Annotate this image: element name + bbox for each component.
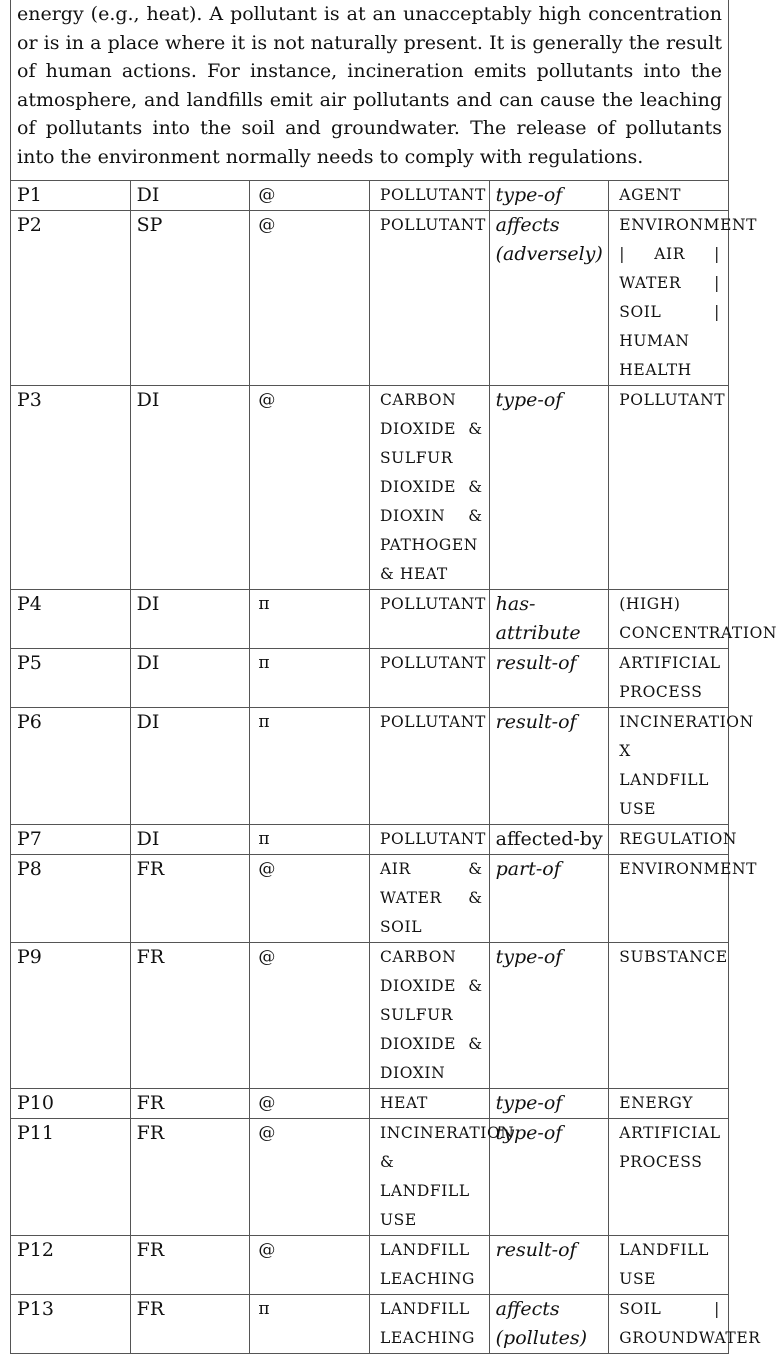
- proposition-subject: INCINERATION & LANDFILL USE: [369, 1118, 489, 1235]
- proposition-type: DI: [130, 824, 250, 854]
- proposition-type: DI: [130, 589, 250, 648]
- proposition-object: REGULATION: [609, 824, 729, 854]
- proposition-object: (HIGH) CONCENTRATION: [609, 589, 729, 648]
- table-row: [11, 854, 729, 942]
- proposition-operator: π: [250, 824, 370, 854]
- proposition-operator: @: [250, 854, 370, 942]
- proposition-object: SOIL | GROUNDWATER: [609, 1294, 729, 1353]
- proposition-relation: type-of: [489, 385, 609, 589]
- proposition-type: DI: [130, 707, 250, 824]
- proposition-id: P5: [11, 648, 131, 707]
- proposition-type: DI: [130, 385, 250, 589]
- proposition-id: P11: [11, 1118, 131, 1235]
- table-row: [11, 707, 729, 824]
- proposition-object: ENVIRONMENT: [609, 854, 729, 942]
- proposition-id: P13: [11, 1294, 131, 1353]
- proposition-relation: result-of: [489, 707, 609, 824]
- proposition-id: P4: [11, 589, 131, 648]
- proposition-id: P10: [11, 1088, 131, 1118]
- table-row: [11, 1088, 729, 1118]
- proposition-type: DI: [130, 180, 250, 210]
- proposition-subject: LANDFILL LEACHING: [369, 1294, 489, 1353]
- proposition-relation: has-attribute: [489, 589, 609, 648]
- table-row: [11, 589, 729, 648]
- proposition-relation: type-of: [489, 1118, 609, 1235]
- proposition-subject: POLLUTANT: [369, 824, 489, 854]
- proposition-operator: π: [250, 648, 370, 707]
- proposition-type: SP: [130, 210, 250, 385]
- proposition-relation: type-of: [489, 942, 609, 1088]
- proposition-operator: π: [250, 1294, 370, 1353]
- proposition-subject: POLLUTANT: [369, 210, 489, 385]
- proposition-object: SUBSTANCE: [609, 942, 729, 1088]
- intro-row: [11, 0, 729, 180]
- proposition-subject: POLLUTANT: [369, 589, 489, 648]
- proposition-type: FR: [130, 1088, 250, 1118]
- proposition-relation: type-of: [489, 1088, 609, 1118]
- proposition-subject: AIR & WATER & SOIL: [369, 854, 489, 942]
- table-row: [11, 1294, 729, 1353]
- proposition-operator: @: [250, 1118, 370, 1235]
- proposition-type: FR: [130, 854, 250, 942]
- proposition-relation: affected-by: [489, 824, 609, 854]
- intro-paragraph: energy (e.g., heat). A pollutant is at an unacceptably high concentration or is in a place where it is not naturally present. It is generally the result of human actions. For instance, incineration emits pollutants into the atmosphere, and landfills emit air pollutants and can cause the leaching of pollutants into the soil and groundwater. The release of pollutants into the environment normally needs to comply with regulations.: [11, 0, 729, 180]
- proposition-id: P1: [11, 180, 131, 210]
- proposition-operator: @: [250, 1235, 370, 1294]
- proposition-type: FR: [130, 1118, 250, 1235]
- proposition-operator: @: [250, 1088, 370, 1118]
- proposition-type: FR: [130, 1294, 250, 1353]
- proposition-object: ENVIRONMENT | AIR | WATER | SOIL | HUMAN HEALTH: [609, 210, 729, 385]
- proposition-relation: result-of: [489, 648, 609, 707]
- proposition-subject: CARBON DIOXIDE & SULFUR DIOXIDE & DIOXIN: [369, 942, 489, 1088]
- proposition-subject: HEAT: [369, 1088, 489, 1118]
- proposition-id: P3: [11, 385, 131, 589]
- table-row: [11, 824, 729, 854]
- proposition-object: LANDFILL USE: [609, 1235, 729, 1294]
- proposition-id: P8: [11, 854, 131, 942]
- proposition-id: P6: [11, 707, 131, 824]
- table-row: [11, 1118, 729, 1235]
- table-row: [11, 385, 729, 589]
- proposition-subject: POLLUTANT: [369, 707, 489, 824]
- proposition-id: P9: [11, 942, 131, 1088]
- proposition-id: P7: [11, 824, 131, 854]
- proposition-object: ENERGY: [609, 1088, 729, 1118]
- proposition-operator: @: [250, 210, 370, 385]
- proposition-operator: @: [250, 180, 370, 210]
- table-row: [11, 1235, 729, 1294]
- proposition-relation: affects (adversely): [489, 210, 609, 385]
- proposition-table: [10, 0, 777, 1354]
- proposition-subject: POLLUTANT: [369, 648, 489, 707]
- proposition-subject: POLLUTANT: [369, 180, 489, 210]
- proposition-object: ARTIFICIAL PROCESS: [609, 648, 729, 707]
- proposition-object: POLLUTANT: [609, 385, 729, 589]
- proposition-relation: part-of: [489, 854, 609, 942]
- proposition-operator: @: [250, 385, 370, 589]
- proposition-subject: LANDFILL LEACHING: [369, 1235, 489, 1294]
- proposition-operator: π: [250, 707, 370, 824]
- proposition-type: DI: [130, 648, 250, 707]
- proposition-relation: type-of: [489, 180, 609, 210]
- proposition-operator: @: [250, 942, 370, 1088]
- table-row: [11, 942, 729, 1088]
- proposition-operator: π: [250, 589, 370, 648]
- proposition-id: P12: [11, 1235, 131, 1294]
- proposition-id: P2: [11, 210, 131, 385]
- table-row: [11, 648, 729, 707]
- proposition-type: FR: [130, 942, 250, 1088]
- proposition-relation: affects (pollutes): [489, 1294, 609, 1353]
- proposition-relation: result-of: [489, 1235, 609, 1294]
- proposition-object: INCINERATION X LANDFILL USE: [609, 707, 729, 824]
- proposition-type: FR: [130, 1235, 250, 1294]
- proposition-object: ARTIFICIAL PROCESS: [609, 1118, 729, 1235]
- table-row: [11, 180, 729, 210]
- proposition-subject: CARBON DIOXIDE & SULFUR DIOXIDE & DIOXIN & PATHOGEN & HEAT: [369, 385, 489, 589]
- proposition-object: AGENT: [609, 180, 729, 210]
- table-row: [11, 210, 729, 385]
